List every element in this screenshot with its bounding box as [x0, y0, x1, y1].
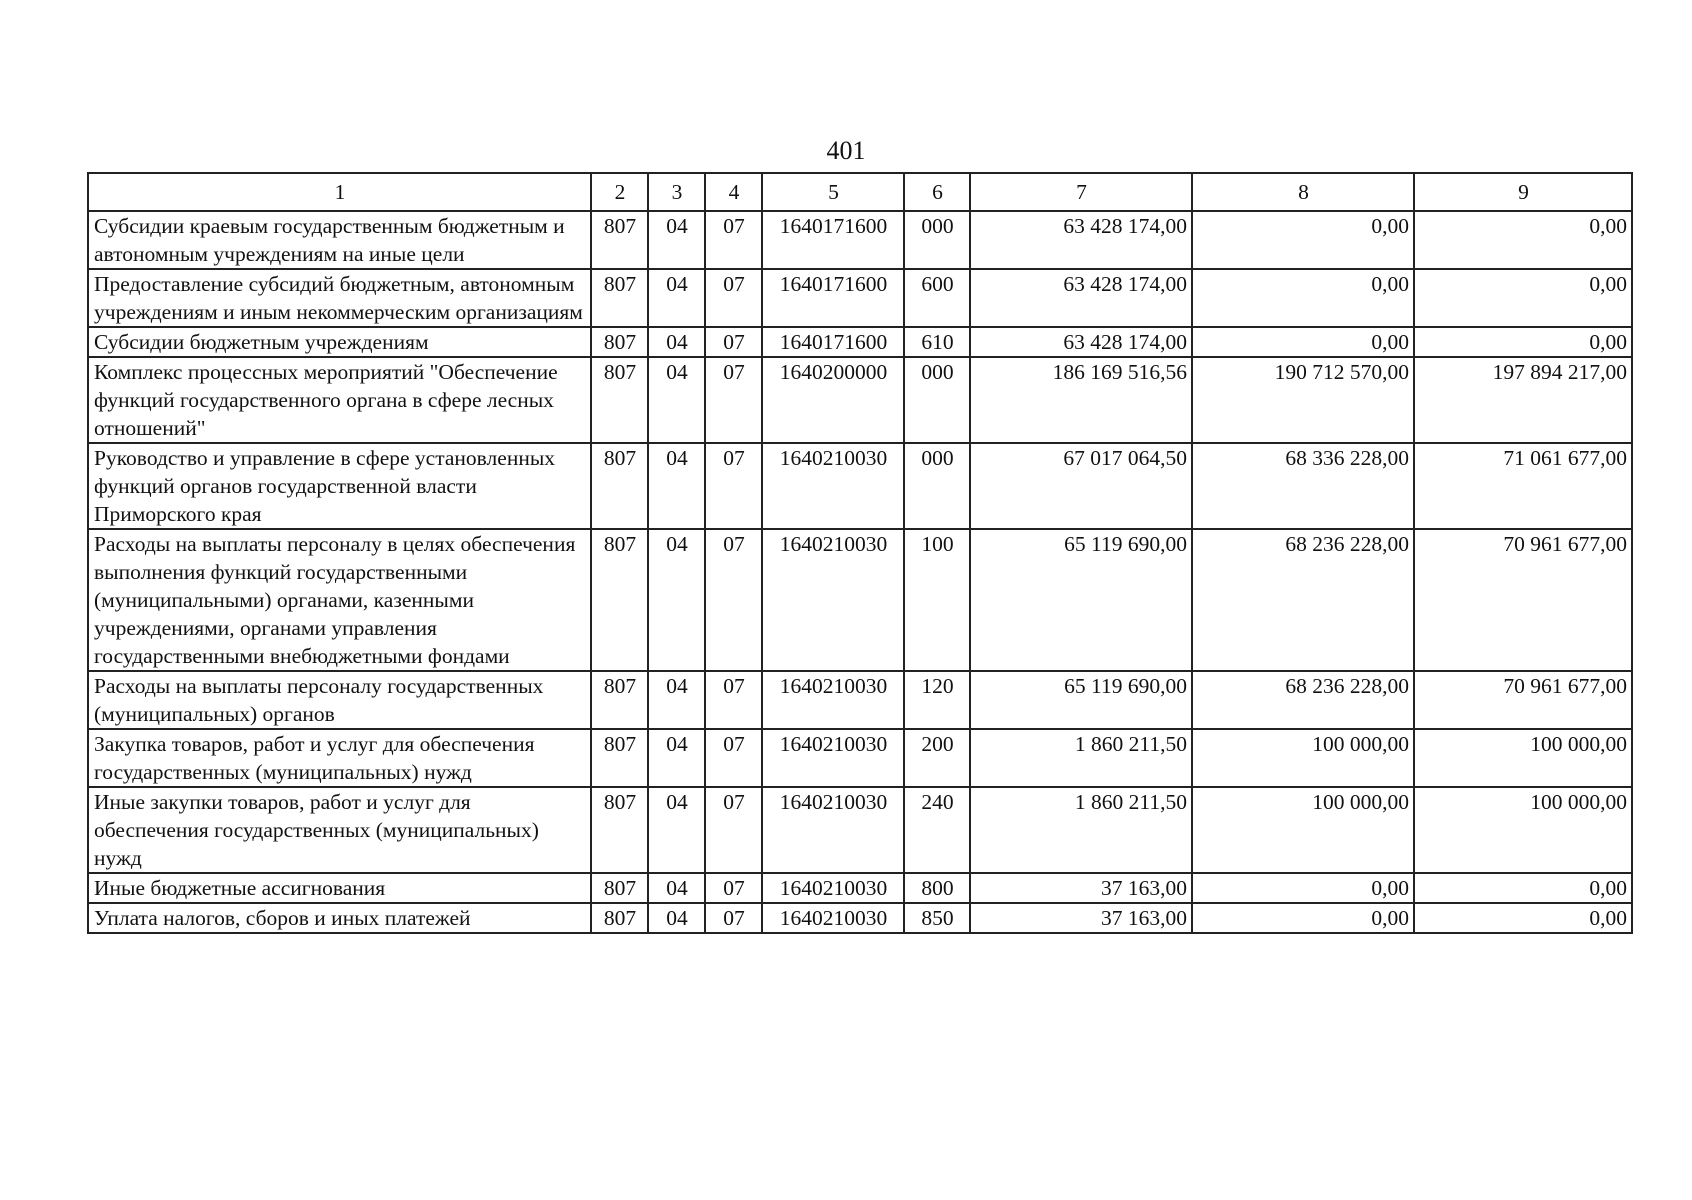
code-cell: 800 — [904, 873, 970, 903]
amount-cell: 68 236 228,00 — [1192, 529, 1414, 671]
code-cell: 610 — [904, 327, 970, 357]
amount-cell: 0,00 — [1192, 269, 1414, 327]
row-name: Закупка товаров, работ и услуг для обеспечения государственных (муниципальных) нужд — [88, 729, 591, 787]
amount-cell: 68 236 228,00 — [1192, 671, 1414, 729]
amount-cell: 63 428 174,00 — [970, 327, 1192, 357]
amount-cell: 37 163,00 — [970, 903, 1192, 933]
amount-cell: 186 169 516,56 — [970, 357, 1192, 443]
header-cell: 7 — [970, 173, 1192, 211]
code-cell: 07 — [705, 903, 762, 933]
table-row — [88, 787, 1632, 873]
code-cell: 04 — [648, 327, 705, 357]
code-cell: 07 — [705, 529, 762, 671]
code-cell: 807 — [591, 671, 648, 729]
code-cell: 807 — [591, 211, 648, 269]
code-cell: 07 — [705, 873, 762, 903]
header-cell: 5 — [762, 173, 904, 211]
code-cell: 807 — [591, 787, 648, 873]
row-name: Субсидии бюджетным учреждениям — [88, 327, 591, 357]
code-cell: 04 — [648, 671, 705, 729]
code-cell: 1640200000 — [762, 357, 904, 443]
code-cell: 807 — [591, 529, 648, 671]
amount-cell: 63 428 174,00 — [970, 211, 1192, 269]
code-cell: 1640210030 — [762, 873, 904, 903]
code-cell: 07 — [705, 443, 762, 529]
code-cell: 100 — [904, 529, 970, 671]
amount-cell: 0,00 — [1414, 269, 1632, 327]
table-row — [88, 671, 1632, 729]
amount-cell: 100 000,00 — [1192, 729, 1414, 787]
code-cell: 120 — [904, 671, 970, 729]
page-number: 401 — [826, 136, 866, 165]
code-cell: 04 — [648, 443, 705, 529]
amount-cell: 0,00 — [1192, 873, 1414, 903]
code-cell: 07 — [705, 327, 762, 357]
code-cell: 04 — [648, 529, 705, 671]
amount-cell: 70 961 677,00 — [1414, 529, 1632, 671]
code-cell: 000 — [904, 443, 970, 529]
row-name: Иные закупки товаров, работ и услуг для обеспечения государственных (муниципальных) нужд — [88, 787, 591, 873]
code-cell: 807 — [591, 873, 648, 903]
row-name: Расходы на выплаты персоналу в целях обеспечения выполнения функций государственными (муниципальными) органами, казенными учреждениями, органами управления государственными внебюджетными фондами — [88, 529, 591, 671]
amount-cell: 68 336 228,00 — [1192, 443, 1414, 529]
table-row — [88, 873, 1632, 903]
amount-cell: 0,00 — [1414, 327, 1632, 357]
header-row — [88, 173, 1632, 211]
code-cell: 807 — [591, 903, 648, 933]
header-cell: 1 — [88, 173, 591, 211]
code-cell: 1640210030 — [762, 529, 904, 671]
table-row — [88, 529, 1632, 671]
code-cell: 04 — [648, 903, 705, 933]
row-name: Субсидии краевым государственным бюджетным и автономным учреждениям на иные цели — [88, 211, 591, 269]
table-row — [88, 729, 1632, 787]
amount-cell: 63 428 174,00 — [970, 269, 1192, 327]
code-cell: 07 — [705, 671, 762, 729]
table-row — [88, 903, 1632, 933]
code-cell: 04 — [648, 269, 705, 327]
code-cell: 1640210030 — [762, 903, 904, 933]
amount-cell: 0,00 — [1192, 211, 1414, 269]
code-cell: 807 — [591, 357, 648, 443]
header-cell: 2 — [591, 173, 648, 211]
code-cell: 1640210030 — [762, 671, 904, 729]
amount-cell: 100 000,00 — [1192, 787, 1414, 873]
header-cell: 8 — [1192, 173, 1414, 211]
amount-cell: 100 000,00 — [1414, 787, 1632, 873]
code-cell: 04 — [648, 873, 705, 903]
amount-cell: 0,00 — [1414, 873, 1632, 903]
code-cell: 807 — [591, 443, 648, 529]
code-cell: 07 — [705, 269, 762, 327]
code-cell: 200 — [904, 729, 970, 787]
amount-cell: 0,00 — [1414, 211, 1632, 269]
amount-cell: 0,00 — [1192, 327, 1414, 357]
amount-cell: 0,00 — [1192, 903, 1414, 933]
code-cell: 07 — [705, 211, 762, 269]
amount-cell: 1 860 211,50 — [970, 729, 1192, 787]
code-cell: 000 — [904, 211, 970, 269]
code-cell: 1640171600 — [762, 211, 904, 269]
code-cell: 1640210030 — [762, 729, 904, 787]
row-name: Иные бюджетные ассигнования — [88, 873, 591, 903]
amount-cell: 100 000,00 — [1414, 729, 1632, 787]
code-cell: 807 — [591, 269, 648, 327]
code-cell: 807 — [591, 327, 648, 357]
amount-cell: 65 119 690,00 — [970, 529, 1192, 671]
row-name: Расходы на выплаты персоналу государственных (муниципальных) органов — [88, 671, 591, 729]
row-name: Уплата налогов, сборов и иных платежей — [88, 903, 591, 933]
code-cell: 000 — [904, 357, 970, 443]
code-cell: 04 — [648, 787, 705, 873]
code-cell: 600 — [904, 269, 970, 327]
amount-cell: 197 894 217,00 — [1414, 357, 1632, 443]
code-cell: 04 — [648, 729, 705, 787]
code-cell: 04 — [648, 211, 705, 269]
code-cell: 240 — [904, 787, 970, 873]
amount-cell: 67 017 064,50 — [970, 443, 1192, 529]
code-cell: 1640210030 — [762, 443, 904, 529]
table-row — [88, 211, 1632, 269]
header-cell: 4 — [705, 173, 762, 211]
code-cell: 1640210030 — [762, 787, 904, 873]
amount-cell: 1 860 211,50 — [970, 787, 1192, 873]
amount-cell: 190 712 570,00 — [1192, 357, 1414, 443]
amount-cell: 71 061 677,00 — [1414, 443, 1632, 529]
code-cell: 07 — [705, 729, 762, 787]
code-cell: 1640171600 — [762, 269, 904, 327]
code-cell: 04 — [648, 357, 705, 443]
table-row — [88, 327, 1632, 357]
amount-cell: 0,00 — [1414, 903, 1632, 933]
row-name: Предоставление субсидий бюджетным, автономным учреждениям и иным некоммерческим организациям — [88, 269, 591, 327]
budget-table — [87, 172, 1633, 934]
table-row — [88, 443, 1632, 529]
amount-cell: 70 961 677,00 — [1414, 671, 1632, 729]
row-name: Руководство и управление в сфере установленных функций органов государственной власти Приморского края — [88, 443, 591, 529]
amount-cell: 37 163,00 — [970, 873, 1192, 903]
table-row — [88, 357, 1632, 443]
table-row — [88, 269, 1632, 327]
row-name: Комплекс процессных мероприятий "Обеспечение функций государственного органа в сфере лесных отношений" — [88, 357, 591, 443]
code-cell: 807 — [591, 729, 648, 787]
code-cell: 1640171600 — [762, 327, 904, 357]
code-cell: 07 — [705, 787, 762, 873]
header-cell: 3 — [648, 173, 705, 211]
header-cell: 6 — [904, 173, 970, 211]
code-cell: 07 — [705, 357, 762, 443]
header-cell: 9 — [1414, 173, 1632, 211]
amount-cell: 65 119 690,00 — [970, 671, 1192, 729]
code-cell: 850 — [904, 903, 970, 933]
